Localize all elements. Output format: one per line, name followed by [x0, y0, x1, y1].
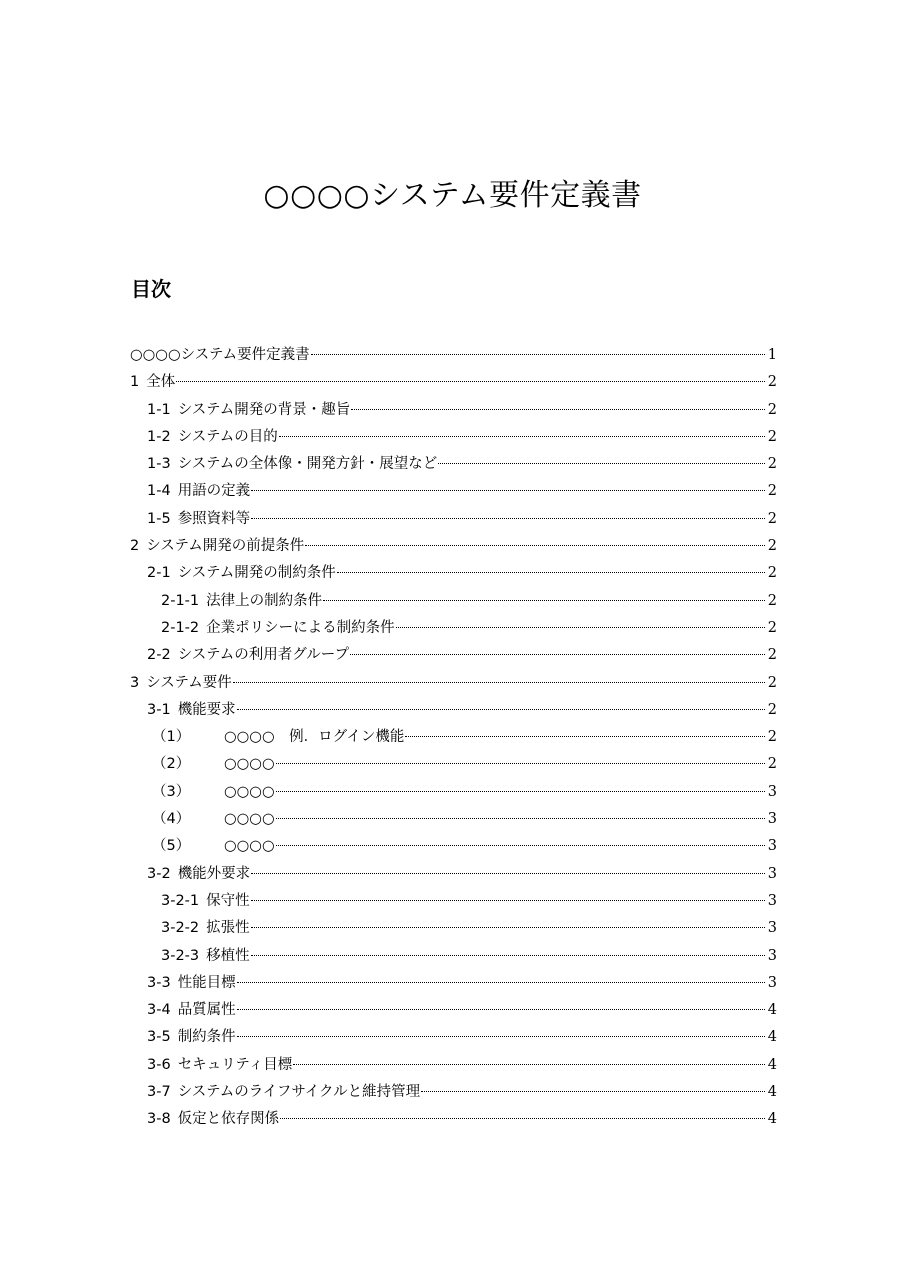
toc-entry[interactable]: [130, 779, 777, 806]
toc-entry[interactable]: [130, 806, 777, 833]
toc-page-number: 3: [767, 811, 777, 828]
toc-dot-leader: [233, 682, 765, 683]
toc-dot-leader: [237, 1036, 765, 1037]
toc-entry-title: システム開発の制約条件: [177, 565, 336, 582]
toc-entry-number: 2-1-2: [161, 619, 200, 636]
toc-dot-leader: [176, 381, 765, 382]
toc-entry-number: 1-5: [147, 510, 171, 527]
toc-page-number: 3: [767, 865, 777, 882]
toc-entry[interactable]: [130, 888, 777, 915]
toc-entry-number: 2-1-1: [161, 592, 200, 609]
toc-dot-leader: [311, 354, 765, 355]
toc-entry-number: 3-5: [147, 1029, 171, 1046]
toc-entry[interactable]: [130, 478, 777, 505]
toc-page-number: 2: [767, 729, 777, 746]
toc-page-number: 4: [767, 1084, 777, 1101]
toc-entry-number: （3）: [152, 783, 191, 800]
toc-entry-number: 3-3: [147, 974, 171, 991]
toc-page-number: 2: [767, 565, 777, 582]
toc-entry-title: 企業ポリシーによる制約条件: [206, 619, 395, 636]
toc-entry[interactable]: [130, 997, 777, 1024]
toc-entry[interactable]: [130, 642, 777, 669]
toc-page-number: 3: [767, 838, 777, 855]
table-of-contents: [130, 342, 777, 1134]
toc-entry[interactable]: [130, 1079, 777, 1106]
toc-entry[interactable]: [130, 588, 777, 615]
toc-dot-leader: [323, 600, 765, 601]
toc-entry[interactable]: [130, 506, 777, 533]
toc-page-number: 2: [767, 374, 777, 391]
toc-page-number: 3: [767, 947, 777, 964]
toc-entry-title: ○○○○: [224, 783, 275, 800]
toc-entry-number: 3-4: [147, 1002, 171, 1019]
toc-entry-title: 法律上の制約条件: [206, 592, 323, 609]
toc-page-number: 3: [767, 974, 777, 991]
toc-page-number: 2: [767, 756, 777, 773]
toc-entry-number: （4）: [152, 811, 191, 828]
toc-dot-leader: [279, 436, 765, 437]
toc-dot-leader: [237, 709, 765, 710]
toc-page-number: 4: [767, 1029, 777, 1046]
toc-dot-leader: [251, 873, 765, 874]
toc-entry-number: 1-2: [147, 428, 171, 445]
toc-entry-number: 2-2: [147, 647, 171, 664]
toc-entry-number: 3-6: [147, 1056, 171, 1073]
toc-entry-title: セキュリティ目標: [177, 1056, 293, 1073]
toc-dot-leader: [237, 1009, 765, 1010]
toc-entry-number: 1: [130, 374, 140, 391]
toc-heading: 目次: [131, 277, 171, 301]
toc-entry[interactable]: [130, 861, 777, 888]
toc-page-number: 2: [767, 428, 777, 445]
toc-entry-number: 1-1: [147, 401, 171, 418]
toc-entry[interactable]: [130, 751, 777, 778]
toc-entry[interactable]: [130, 1052, 777, 1079]
toc-page-number: 4: [767, 1002, 777, 1019]
toc-dot-leader: [276, 845, 765, 846]
toc-entry-title: システムの利用者グループ: [177, 647, 350, 664]
toc-entry-title: 移植性: [206, 947, 250, 964]
toc-dot-leader: [337, 572, 765, 573]
toc-entry[interactable]: [130, 697, 777, 724]
toc-entry-title: 保守性: [206, 892, 250, 909]
toc-entry-number: 2: [130, 538, 140, 555]
toc-dot-leader: [396, 627, 765, 628]
toc-dot-leader: [251, 927, 765, 928]
toc-page-number: 1: [767, 347, 777, 363]
toc-page-number: 2: [767, 401, 777, 418]
toc-page-number: 2: [767, 510, 777, 527]
toc-dot-leader: [293, 1064, 765, 1065]
toc-entry-number: 3-2: [147, 865, 171, 882]
toc-entry-title: ○○○○ 例．ログイン機能: [224, 729, 405, 746]
toc-entry-number: 3: [130, 674, 140, 691]
toc-entry-title: 機能外要求: [177, 865, 251, 882]
toc-dot-leader: [351, 409, 765, 410]
toc-entry-title: システムのライフサイクルと維持管理: [177, 1084, 421, 1101]
toc-entry[interactable]: [130, 670, 777, 697]
toc-dot-leader: [276, 763, 765, 764]
toc-dot-leader: [405, 736, 764, 737]
toc-entry-number: 3-2-3: [161, 947, 200, 964]
toc-entry-number: 3-2-1: [161, 892, 200, 909]
toc-entry-title: システム開発の前提条件: [146, 538, 305, 555]
toc-entry[interactable]: [130, 369, 777, 396]
toc-entry[interactable]: [130, 397, 777, 424]
toc-page-number: 2: [767, 483, 777, 500]
toc-entry[interactable]: [130, 342, 777, 369]
toc-entry[interactable]: [130, 970, 777, 997]
toc-entry-number: （5）: [152, 838, 191, 855]
toc-entry-title: ○○○○: [224, 838, 275, 855]
toc-entry[interactable]: [130, 615, 777, 642]
toc-entry[interactable]: [130, 560, 777, 587]
toc-entry-number: （1）: [152, 729, 191, 746]
toc-entry-title: 拡張性: [206, 920, 250, 937]
toc-entry[interactable]: [130, 1106, 777, 1133]
toc-entry[interactable]: [130, 943, 777, 970]
toc-dot-leader: [251, 518, 765, 519]
toc-entry-number: 3-1: [147, 701, 171, 718]
toc-entry-number: 3-7: [147, 1084, 171, 1101]
toc-dot-leader: [280, 1118, 765, 1119]
toc-entry-number: 3-8: [147, 1111, 171, 1128]
toc-entry-title: システムの全体像・開発方針・展望など: [177, 456, 438, 473]
document-title: ○○○○システム要件定義書: [263, 178, 642, 213]
toc-entry-number: 2-1: [147, 565, 171, 582]
toc-dot-leader: [251, 490, 765, 491]
toc-page-number: 2: [767, 701, 777, 718]
toc-page-number: 2: [767, 538, 777, 555]
toc-entry-number: （2）: [152, 756, 191, 773]
toc-dot-leader: [305, 545, 764, 546]
toc-entry-title: 用語の定義: [177, 483, 251, 500]
toc-entry[interactable]: [130, 833, 777, 860]
toc-dot-leader: [438, 463, 765, 464]
toc-dot-leader: [251, 955, 765, 956]
toc-entry-title: 参照資料等: [177, 510, 251, 527]
toc-page-number: 4: [767, 1111, 777, 1128]
toc-entry-title: 全体: [146, 374, 176, 391]
toc-entry[interactable]: [130, 1024, 777, 1051]
toc-page-number: 2: [767, 619, 777, 636]
toc-entry-title: システムの目的: [177, 428, 278, 445]
toc-entry-title: 性能目標: [177, 974, 236, 991]
toc-entry-number: 3-2-2: [161, 920, 200, 937]
toc-page-number: 2: [767, 456, 777, 473]
toc-page-number: 2: [767, 674, 777, 691]
toc-entry-title: システム要件: [146, 674, 232, 691]
toc-entry-number: 1-4: [147, 483, 171, 500]
toc-dot-leader: [251, 900, 765, 901]
toc-page-number: 4: [767, 1056, 777, 1073]
toc-entry[interactable]: [130, 915, 777, 942]
toc-entry-number: 1-3: [147, 456, 171, 473]
toc-dot-leader: [276, 818, 765, 819]
toc-page-number: 3: [767, 892, 777, 909]
toc-entry[interactable]: [130, 533, 777, 560]
toc-entry-title: ○○○○: [224, 756, 275, 773]
toc-dot-leader: [276, 791, 765, 792]
toc-page-number: 3: [767, 783, 777, 800]
toc-entry-title: 制約条件: [177, 1029, 236, 1046]
toc-page-number: 3: [767, 920, 777, 937]
toc-page-number: 2: [767, 592, 777, 609]
toc-dot-leader: [421, 1091, 765, 1092]
toc-dot-leader: [237, 982, 765, 983]
toc-dot-leader: [350, 654, 765, 655]
toc-entry-title: 機能要求: [177, 701, 236, 718]
toc-entry-title: ○○○○: [224, 811, 275, 828]
toc-entry[interactable]: [130, 451, 777, 478]
toc-entry[interactable]: [130, 724, 777, 751]
toc-entry-title: ○○○○システム要件定義書: [130, 347, 310, 363]
toc-page-number: 2: [767, 647, 777, 664]
toc-entry[interactable]: [130, 424, 777, 451]
toc-entry-title: 品質属性: [177, 1002, 236, 1019]
toc-entry-title: 仮定と依存関係: [177, 1111, 280, 1128]
toc-entry-title: システム開発の背景・趣旨: [177, 401, 351, 418]
